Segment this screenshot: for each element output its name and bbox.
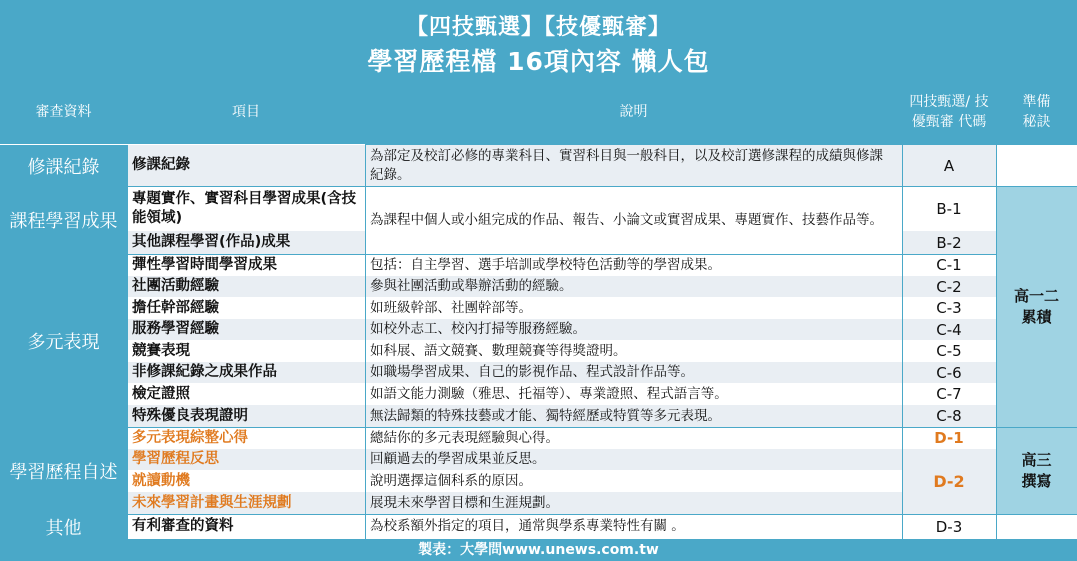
- table-row-item: 就讀動機: [127, 470, 365, 492]
- table-row-item: 社團活動經驗: [127, 276, 365, 297]
- divider: [0, 144, 365, 145]
- table-row-code: C-8: [902, 405, 996, 427]
- page-header: [0, 0, 1077, 78]
- col-header-code: 四技甄選/ 技優甄審 代碼: [902, 78, 996, 145]
- table-row-item: 非修課紀錄之成果作品: [127, 362, 365, 383]
- table-row-item: 競賽表現: [127, 340, 365, 362]
- table-row-item: 修課紀錄: [127, 145, 365, 186]
- table-row-description: 參與社團活動或舉辦活動的經驗。: [365, 276, 902, 297]
- tip-write: 高三 撰寫: [996, 427, 1077, 514]
- table-row-description: 說明選擇這個科系的原因。: [365, 470, 902, 492]
- table-row-item: 其他課程學習(作品)成果: [127, 231, 365, 254]
- table-row-description: 如科展、語文競賽、數理競賽等得獎證明。: [365, 340, 902, 362]
- divider: [0, 186, 1077, 187]
- col-header-tips: 準備 秘訣: [996, 78, 1077, 145]
- table-row-code: C-1: [902, 254, 996, 276]
- table-row-description: 展現未來學習目標和生涯規劃。: [365, 492, 902, 514]
- category-course-record: 修課紀錄: [0, 145, 127, 186]
- divider: [365, 145, 366, 539]
- table-row-code: D-1: [902, 427, 996, 449]
- table-row-item: 檢定證照: [127, 383, 365, 405]
- tips-blank-bottom: [996, 514, 1077, 539]
- divider: [0, 514, 1077, 515]
- table-row-code: D-2: [902, 449, 996, 514]
- table-row-description: 回顧過去的學習成果並反思。: [365, 449, 902, 470]
- table-row-item: 未來學習計畫與生涯規劃: [127, 492, 365, 514]
- table-row-code: B-2: [902, 231, 996, 254]
- col-header-category: 審查資料: [0, 78, 127, 145]
- table-row-description: 為部定及校訂必修的專業科目、實習科目與一般科目，以及校訂選修課程的成績與修課紀錄。: [365, 145, 902, 186]
- divider: [0, 254, 996, 255]
- col-header-description: 說明: [365, 78, 902, 145]
- col-header-item: 項目: [127, 78, 365, 145]
- table-row-description: 總結你的多元表現經驗與心得。: [365, 427, 902, 449]
- table-row-description: 如語文能力測驗（雅思、托福等）、專業證照、程式語言等。: [365, 383, 902, 405]
- divider: [127, 145, 128, 539]
- table-row-code: C-3: [902, 297, 996, 319]
- table-row-item: 彈性學習時間學習成果: [127, 254, 365, 276]
- table-row-code: C-7: [902, 383, 996, 405]
- table-row-description: 包括：自主學習、選手培訓或學校特色活動等的學習成果。: [365, 254, 902, 276]
- table-row-description: 無法歸類的特殊技藝或才能、獨特經歷或特質等多元表現。: [365, 405, 902, 427]
- table-row-code: A: [902, 145, 996, 186]
- table-row-item: 多元表現綜整心得: [127, 427, 365, 449]
- table-row-description: 如校外志工、校內打掃等服務經驗。: [365, 319, 902, 340]
- tip-accumulate: 高一二 累積: [996, 186, 1077, 427]
- table-row-description: 為課程中個人或小組完成的作品、報告、小論文或實習成果、專題實作、技藝作品等。: [365, 186, 902, 254]
- table-row-code: B-1: [902, 186, 996, 231]
- table-row-item: 特殊優良表現證明: [127, 405, 365, 427]
- content-table: [0, 78, 1077, 539]
- divider: [902, 145, 903, 539]
- table-row-code: D-3: [902, 514, 996, 539]
- table-row-item: 擔任幹部經驗: [127, 297, 365, 319]
- table-row-code: C-2: [902, 276, 996, 297]
- page-title-line2: 學習歷程檔 16項內容 懶人包: [367, 47, 710, 76]
- table-row-code: C-5: [902, 340, 996, 362]
- divider: [0, 427, 1077, 428]
- table-row-item: 學習歷程反思: [127, 449, 365, 470]
- tips-blank-top: [996, 145, 1077, 186]
- page-title-line1: 【四技甄選】【技優甄審】: [405, 15, 671, 40]
- table-row-description: 為校系額外指定的項目，通常與學系專業特性有關 。: [365, 514, 902, 539]
- category-other: 其他: [0, 514, 127, 539]
- category-diverse-performance: 多元表現: [0, 254, 127, 427]
- table-row-code: C-4: [902, 319, 996, 340]
- category-course-learning: 課程學習成果: [0, 186, 127, 254]
- footer-credit: 製表：大學問www.unews.com.tw: [0, 539, 1077, 561]
- divider: [996, 145, 997, 539]
- table-row-code: C-6: [902, 362, 996, 383]
- table-row-item: 有利審查的資料: [127, 514, 365, 539]
- table-row-item: 專題實作、實習科目學習成果(含技能領域): [127, 186, 365, 231]
- category-self-statement: 學習歷程自述: [0, 427, 127, 514]
- table-row-item: 服務學習經驗: [127, 319, 365, 340]
- table-row-description: 如職場學習成果、自己的影視作品、程式設計作品等。: [365, 362, 902, 383]
- table-row-description: 如班級幹部、社團幹部等。: [365, 297, 902, 319]
